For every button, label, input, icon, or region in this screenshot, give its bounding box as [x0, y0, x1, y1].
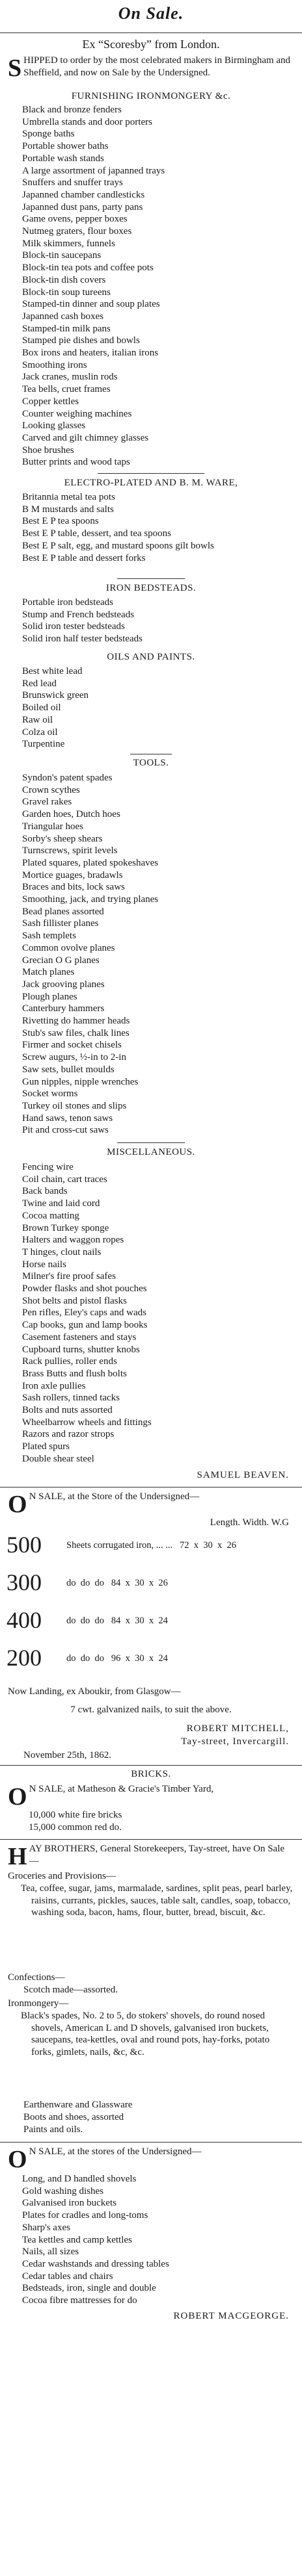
list-item: Sponge baths: [22, 129, 75, 140]
list-item: Triangular hoes: [22, 821, 84, 832]
list-item: Portable iron bedsteads: [22, 597, 113, 608]
landing-line: Now Landing, ex Aboukir, from Glasgow—: [8, 1686, 181, 1697]
list-item: Match planes: [22, 967, 75, 978]
list-item: Game ovens, pepper boxes: [22, 214, 128, 225]
list-item: Copper kettles: [22, 396, 79, 407]
list-item: Best E P table and dessert forks: [22, 552, 146, 563]
list-item: Smoothing irons: [22, 359, 87, 370]
list-item: Brass Butts and flush bolts: [22, 1368, 127, 1379]
row-text: do do do 96 x 30 x 24: [66, 1653, 168, 1664]
list-item: Gun nipples, nipple wrenches: [22, 1076, 139, 1087]
oils-list: [22, 665, 295, 751]
section-title-bedsteads: IRON BEDSTEADS.: [105, 583, 197, 593]
list-item: Box irons and heaters, italian irons: [22, 348, 159, 359]
list-item: Stamped pie dishes and bowls: [22, 335, 140, 346]
drop-cap: S: [8, 55, 22, 82]
list-item: Best E P salt, egg, and mustard spoons gilt bowls: [22, 540, 214, 551]
section-title-oils: OILS AND PAINTS.: [107, 652, 195, 662]
list-item: Coil chain, cart traces: [22, 1174, 107, 1185]
bricks-line: 15,000 common red do.: [29, 1822, 122, 1833]
list-item: Turpentine: [22, 739, 65, 750]
list-item: Block-tin saucepans: [22, 250, 102, 261]
divider: [117, 578, 185, 579]
boots-line: Boots and shoes, assorted: [23, 2112, 124, 2122]
last-list: [22, 2173, 295, 2307]
list-item: Sorby's sheep shears: [22, 833, 103, 844]
list-item: Block-tin dish covers: [22, 274, 106, 285]
list-item: Shoe brushes: [22, 444, 74, 456]
list-item: Red lead: [22, 678, 57, 689]
table-row: [7, 1571, 295, 1597]
list-item: Powder flasks and shot pouches: [22, 1283, 147, 1294]
drop-cap: H: [8, 1843, 27, 1870]
list-item: Plated squares, plated spokeshaves: [22, 857, 159, 868]
divider: [0, 32, 302, 33]
list-item: B M mustards and salts: [22, 504, 114, 515]
list-item: Colza oil: [22, 727, 58, 738]
divider: [0, 1839, 302, 1840]
signature: ROBERT MITCHELL,: [186, 1723, 289, 1734]
section-title-bricks: BRICKS.: [131, 1769, 171, 1779]
hay-intro: [8, 1843, 294, 1870]
list-item: Milk skimmers, funnels: [22, 238, 115, 249]
list-item: Fencing wire: [22, 1162, 74, 1172]
list-item: Butter prints and wood taps: [22, 457, 130, 468]
list-item: Cap books, gun and lamp books: [22, 1320, 148, 1331]
confections-list: Scotch made—assorted.: [23, 1985, 118, 1995]
confections-label: Confections—: [8, 1972, 65, 1983]
list-item: Japanned dust pans, party pans: [22, 201, 143, 213]
electro-list: [22, 491, 295, 564]
ex-ship-line: Ex “Scoresby” from London.: [82, 38, 220, 51]
divider: [0, 1765, 302, 1766]
tools-list: [22, 772, 295, 1137]
nails-line: 7 cwt. galvanized nails, to suit the above.: [70, 1705, 232, 1715]
list-item: Pit and cross-cut saws: [22, 1125, 109, 1136]
list-item: Screw augurs, ½-in to 2-in: [22, 1052, 126, 1063]
sheets-intro: [8, 1491, 294, 1518]
qty: 400: [7, 1607, 42, 1633]
list-item: Cupboard turns, shutter knobs: [22, 1344, 140, 1355]
furnishing-list: [22, 104, 295, 469]
list-item: Raw oil: [22, 714, 53, 725]
list-item: Solid iron half tester bedsteads: [22, 634, 143, 645]
list-item: Nails, all sizes: [22, 2247, 79, 2258]
groceries-label: Groceries and Provisions—: [8, 1871, 116, 1881]
table-row: [7, 1534, 295, 1560]
list-item: Long, and D handled shovels: [22, 2174, 137, 2184]
list-item: Pen rifles, Eley's caps and wads: [22, 1307, 146, 1319]
date-line: November 25th, 1862.: [23, 1750, 111, 1760]
list-item: Bead planes assorted: [22, 906, 104, 917]
misc-list: [22, 1161, 295, 1465]
list-item: A large assortment of japanned trays: [22, 165, 165, 176]
list-item: Best E P table, dessert, and tea spoons: [22, 528, 171, 539]
list-item: Razors and razor strops: [22, 1429, 115, 1440]
list-item: Turkey oil stones and slips: [22, 1100, 127, 1111]
list-item: Back bands: [22, 1186, 68, 1197]
intro-paragraph: [8, 55, 294, 82]
list-item: Portable wash stands: [22, 153, 104, 164]
last-text: N SALE, at the stores of the Undersigned—: [29, 2146, 202, 2157]
list-item: Gravel rakes: [22, 797, 72, 808]
section-title-electro: ELECTRO-PLATED AND B. M. WARE,: [64, 478, 238, 488]
earthenware-line: Earthenware and Glassware: [23, 2100, 133, 2110]
divider: [117, 1142, 185, 1143]
list-item: Syndon's patent spades: [22, 773, 113, 783]
list-item: Japanned chamber candlesticks: [22, 189, 145, 200]
page-heading: On Sale.: [118, 4, 184, 23]
list-item: Sash templets: [22, 931, 76, 942]
bricks-text: N SALE, at Matheson & Gracie's Timber Yard,: [29, 1784, 214, 1794]
list-item: Best E P tea spoons: [22, 516, 99, 527]
list-item: Portable shower baths: [22, 141, 109, 152]
list-item: Sash fillister planes: [22, 918, 99, 929]
sheets-intro-text: N SALE, at the Store of the Undersigned—: [29, 1491, 200, 1502]
list-item: Brunswick green: [22, 690, 89, 701]
qty: 200: [7, 1645, 42, 1671]
ironmongery-label: Ironmongery—: [8, 1998, 69, 2009]
list-item: Rivetting do hammer heads: [22, 1016, 130, 1027]
divider: [0, 1487, 302, 1488]
bricks-intro: [8, 1783, 294, 1810]
hay-text: AY BROTHERS, General Storekeepers, Tay-street, have On Sale—: [29, 1844, 285, 1866]
list-item: Nutmeg graters, flour boxes: [22, 226, 132, 237]
list-item: Firmer and socket chisels: [22, 1040, 122, 1051]
list-item: Iron axle pullies: [22, 1380, 86, 1391]
bricks-line: 10,000 white fire bricks: [29, 1810, 122, 1820]
table-row: [7, 1647, 295, 1673]
list-item: Canterbury hammers: [22, 1003, 105, 1014]
list-item: Stamped-tin dinner and soup plates: [22, 299, 160, 310]
table-row: [7, 1609, 295, 1635]
list-item: Best white lead: [22, 666, 83, 676]
list-item: Bolts and nuts assorted: [22, 1405, 113, 1416]
list-item: Braces and bits, lock saws: [22, 882, 125, 893]
list-item: Brown Turkey sponge: [22, 1222, 109, 1233]
drop-cap: O: [8, 1491, 27, 1518]
list-item: Hand saws, tenon saws: [22, 1113, 113, 1124]
list-item: Solid iron tester bedsteads: [22, 621, 125, 632]
list-item: Britannia metal tea pots: [22, 492, 115, 502]
qty: 300: [7, 1569, 42, 1595]
list-item: Plates for cradles and long-toms: [22, 2210, 148, 2221]
list-item: Carved and gilt chimney glasses: [22, 432, 149, 443]
list-item: Counter weighing machines: [22, 408, 132, 419]
list-item: Block-tin soup tureens: [22, 287, 111, 298]
list-item: Saw sets, bullet moulds: [22, 1064, 115, 1075]
list-item: Sash rollers, tinned tacks: [22, 1393, 120, 1404]
paints-line: Paints and oils.: [23, 2124, 83, 2135]
list-item: Shot belts and pistol flasks: [22, 1295, 127, 1306]
list-item: Twine and laid cord: [22, 1198, 100, 1209]
list-item: Jack grooving planes: [22, 979, 105, 990]
list-item: Halters and waggon ropes: [22, 1235, 124, 1246]
list-item: Looking glasses: [22, 420, 86, 431]
list-item: Tea bells, cruet frames: [22, 384, 111, 395]
list-item: Common ovolve planes: [22, 942, 115, 953]
list-item: Plough planes: [22, 991, 77, 1002]
list-item: Rack pullies, roller ends: [22, 1356, 117, 1367]
signature: ROBERT MACGEORGE.: [173, 2311, 289, 2321]
list-item: Double shear steel: [22, 1453, 94, 1464]
divider: [98, 473, 204, 474]
list-item: Stub's saw files, chalk lines: [22, 1027, 130, 1038]
list-item: Socket worms: [22, 1088, 78, 1100]
list-item: Boiled oil: [22, 702, 61, 714]
qty: 500: [7, 1532, 42, 1558]
signature: SAMUEL BEAVEN.: [197, 1470, 289, 1480]
list-item: Cedar washstands and dressing tables: [22, 2258, 169, 2269]
section-title-furnishing: FURNISHING IRONMONGERY &c.: [71, 91, 231, 101]
list-item: Galvanised iron buckets: [22, 2198, 117, 2209]
place: Tay-street, Invercargill.: [181, 1736, 289, 1747]
list-item: Plated spurs: [22, 1441, 70, 1452]
list-item: Black and bronze fenders: [22, 105, 122, 115]
list-item: Cedar tables and chairs: [22, 2271, 113, 2282]
list-item: Horse nails: [22, 1259, 66, 1270]
list-item: Sharp's axes: [22, 2222, 70, 2233]
list-item: Smoothing, jack, and trying planes: [22, 894, 159, 905]
list-item: Mortice guages, bradawls: [22, 869, 123, 881]
row-text: do do do 84 x 30 x 24: [66, 1616, 168, 1626]
list-item: Umbrella stands and door porters: [22, 116, 152, 127]
list-item: Bedsteads, iron, single and double: [22, 2283, 156, 2294]
drop-cap: O: [8, 2146, 27, 2173]
list-item: Cocoa matting: [22, 1210, 79, 1221]
list-item: Grecian O G planes: [22, 955, 100, 966]
list-item: Tea kettles and camp kettles: [22, 2234, 132, 2245]
list-item: Cocoa fibre mattresses for do: [22, 2295, 137, 2306]
last-intro: [8, 2146, 294, 2173]
list-item: Turnscrews, spirit levels: [22, 845, 118, 857]
groceries-list: Tea, coffee, sugar, jams, marmalade, sardines, split peas, pearl barley, raisins, currants, pickles, sauces, table salt, candles, soap, tobacco, washing soda, bacon, hams, flour, butter, bread, biscuit, &c.: [21, 1883, 293, 1918]
divider: [0, 2142, 302, 2143]
list-item: Japanned cash boxes: [22, 311, 103, 322]
intro-text: HIPPED to order by the most celebrated makers in Birmingham and Sheffield, and now on Sale by the Undersigned.: [23, 55, 291, 78]
drop-cap: O: [8, 1783, 27, 1810]
list-item: Gold washing dishes: [22, 2185, 103, 2196]
row-text: do do do 84 x 30 x 26: [66, 1578, 168, 1588]
list-item: Milner's fire proof safes: [22, 1271, 116, 1282]
list-item: Jack cranes, muslin rods: [22, 372, 118, 383]
list-item: Casement fasteners and stays: [22, 1332, 137, 1343]
list-item: Crown scythes: [22, 784, 80, 795]
list-item: Stump and French bedsteads: [22, 609, 135, 620]
list-item: Wheelbarrow wheels and fittings: [22, 1417, 152, 1428]
list-item: Stamped-tin milk pans: [22, 323, 111, 334]
ironmongery-list: Black's spades, No. 2 to 5, do stokers' shovels, do round nosed shovels, American L and D shovels, galvanised iron buckets, saucepans, tea-kettles, oval and round pots, hay-forks, potato forks, gimlets, nails, &c, &c.: [21, 2011, 270, 2057]
bedsteads-list: [22, 597, 295, 645]
list-item: Snuffers and snuffer trays: [22, 177, 123, 188]
row-text: Sheets corrugated iron, ... ... 72 x 30 x 26: [66, 1540, 236, 1551]
list-item: T hinges, clout nails: [22, 1246, 102, 1257]
list-item: Garden hoes, Dutch hoes: [22, 809, 120, 820]
list-item: Block-tin tea pots and coffee pots: [22, 263, 154, 274]
section-title-tools: TOOLS.: [133, 758, 169, 768]
sheets-header: Length. Width. W.G: [210, 1517, 289, 1528]
section-title-misc: MISCELLANEOUS.: [107, 1147, 195, 1157]
